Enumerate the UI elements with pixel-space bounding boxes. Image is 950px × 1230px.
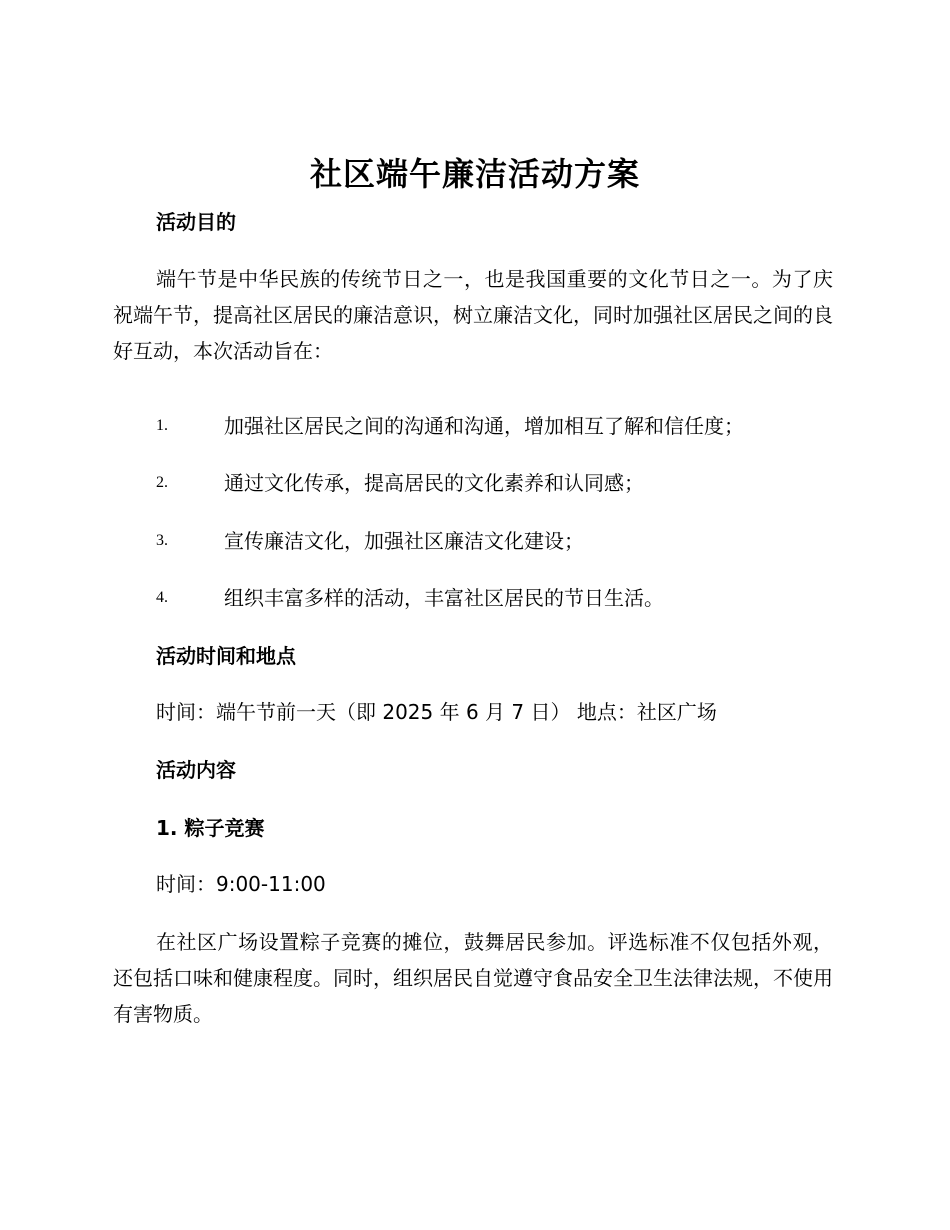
list-item-text: 加强社区居民之间的沟通和沟通，增加相互了解和信任度； xyxy=(224,414,744,438)
list-item-text: 通过文化传承，提高居民的文化素养和认同感； xyxy=(224,471,644,495)
subsection-heading-zongzi: 1. 粽子竞赛 xyxy=(156,816,265,840)
list-item-number: 1. xyxy=(156,417,168,434)
zongzi-paragraph: 在社区广场设置粽子竞赛的摊位，鼓舞居民参加。评选标准不仅包括外观，还包括口味和健康程度。同时，组织居民自觉遵守食品安全卫生法律法规，不使用有害物质。 xyxy=(113,930,833,1026)
section-heading-content: 活动内容 xyxy=(156,758,236,782)
list-item-number: 4. xyxy=(156,589,168,606)
time-place-line: 时间：端午节前一天（即 2025 年 6 月 7 日） 地点：社区广场 xyxy=(156,700,717,724)
section-heading-time-place: 活动时间和地点 xyxy=(156,644,296,668)
list-item-number: 3. xyxy=(156,532,168,549)
section-heading-purpose: 活动目的 xyxy=(156,210,236,234)
zongzi-time-line: 时间：9:00-11:00 xyxy=(156,872,326,896)
document-title: 社区端午廉洁活动方案 xyxy=(309,155,640,193)
list-item-text: 宣传廉洁文化，加强社区廉洁文化建设； xyxy=(224,529,584,553)
purpose-paragraph: 端午节是中华民族的传统节日之一，也是我国重要的文化节日之一。为了庆祝端午节，提高社区居民的廉洁意识，树立廉洁文化，同时加强社区居民之间的良好互动，本次活动旨在： xyxy=(113,267,833,363)
list-item-text: 组织丰富多样的活动，丰富社区居民的节日生活。 xyxy=(224,586,664,610)
list-item-number: 2. xyxy=(156,474,168,491)
